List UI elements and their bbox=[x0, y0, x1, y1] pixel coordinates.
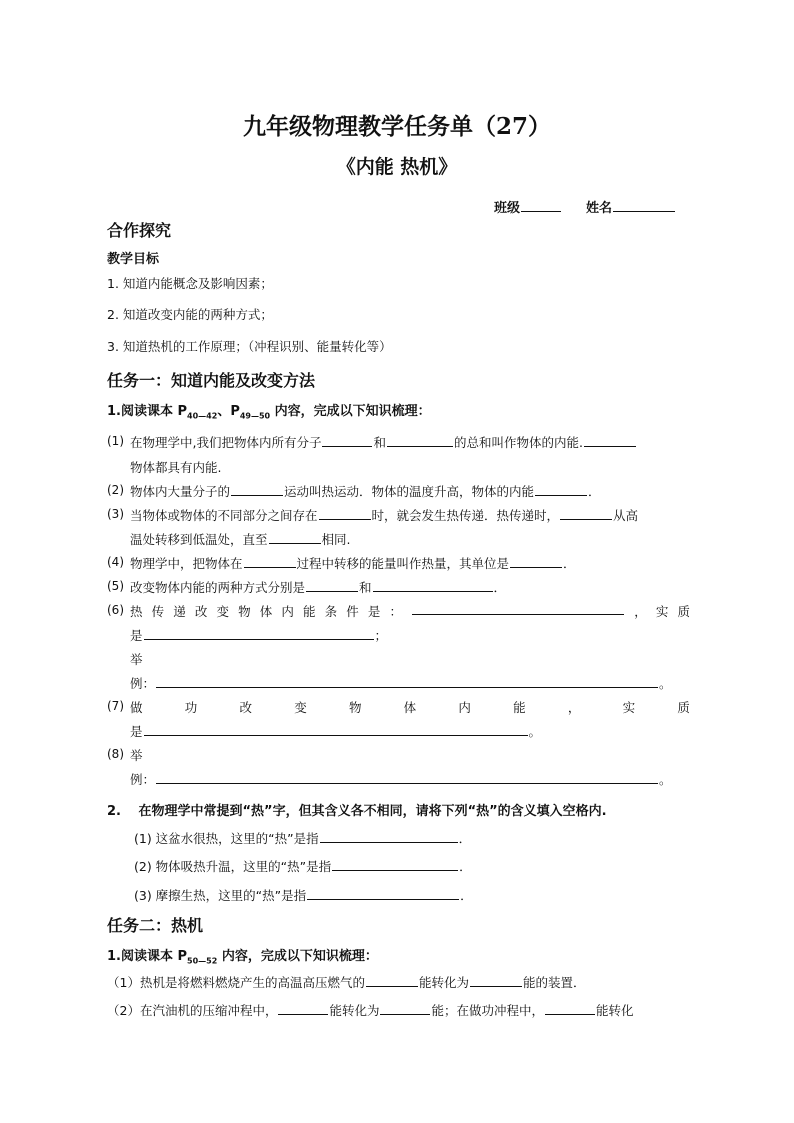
name-label: 姓名 bbox=[586, 201, 613, 216]
task1-reading-instruction: 1.阅读课本 $P_{40—42}$、$P_{49—50}$ 内容，完成以下知识梳理： bbox=[107, 404, 431, 421]
question-6-line-1: 热 传 递 改 变 物 体 内 能 条 件 是 ： ， 实 质 bbox=[130, 604, 690, 619]
question-number: (5) bbox=[107, 579, 124, 593]
answer-blank[interactable] bbox=[144, 723, 528, 736]
question-number: (2) bbox=[107, 483, 124, 497]
question-7-line-1: 做 功 改 变 物 体 内 能 ， 实 质 bbox=[130, 700, 690, 715]
name-blank[interactable] bbox=[613, 199, 675, 212]
task1-question-2-heading: 2. 在物理学中常提到“热”字，但其含义各不相同，请将下列“热”的含义填入空格内. bbox=[107, 804, 607, 819]
class-field[interactable] bbox=[494, 197, 562, 216]
answer-blank[interactable] bbox=[269, 531, 321, 544]
answer-blank[interactable] bbox=[510, 555, 562, 568]
objective-item: 1. 知道内能概念及影响因素； bbox=[107, 276, 273, 291]
task2-reading-instruction: 1.阅读课本 $P_{50—52}$ 内容，完成以下知识梳理： bbox=[107, 949, 378, 966]
class-label: 班级 bbox=[494, 201, 521, 216]
question-6-line-2: 是 ； bbox=[130, 628, 388, 643]
question-number: (3) bbox=[107, 507, 124, 521]
heat-meaning-item: (2) 物体吸热升温，这里的“热”是指 ． bbox=[134, 859, 472, 874]
example-line: 例： 。 bbox=[130, 676, 672, 691]
task1-heading: 任务一：知道内能及改变方法 bbox=[107, 371, 316, 390]
question-3-line-1: 当物体或物体的不同部分之间存在 时，就会发生热传递．热传递时， 从高 bbox=[130, 508, 639, 523]
question-4: 物理学中，把物体在 过程中转移的能量叫作热量，其单位是 ． bbox=[130, 556, 576, 571]
objectives-heading: 教学目标 bbox=[107, 252, 160, 267]
answer-blank[interactable] bbox=[144, 627, 374, 640]
answer-blank[interactable] bbox=[366, 974, 418, 987]
page-title: 九年级物理教学任务单（27） bbox=[242, 113, 551, 140]
question-1-line-1: 在物理学中,我们把物体内所有分子 和 的总和叫作物体的内能. bbox=[130, 433, 637, 451]
answer-blank[interactable] bbox=[231, 483, 283, 496]
question-5: 改变物体内能的两种方式分别是 和 ． bbox=[130, 580, 507, 595]
example-label: 举 bbox=[130, 652, 143, 667]
question-7-line-2: 是 。 bbox=[130, 724, 542, 739]
question-number: (4) bbox=[107, 555, 124, 569]
question-number: (6) bbox=[107, 603, 124, 617]
answer-blank[interactable] bbox=[535, 483, 587, 496]
task2-question-1: （1）热机是将燃料燃烧产生的高温高压燃气的 能转化为 能的装置． bbox=[107, 975, 586, 990]
heat-meaning-item: (1) 这盆水很热，这里的“热”是指 ． bbox=[134, 831, 472, 846]
question-number: (8) bbox=[107, 747, 124, 761]
answer-blank[interactable] bbox=[306, 579, 358, 592]
answer-blank[interactable] bbox=[278, 1002, 328, 1015]
answer-blank[interactable] bbox=[380, 1002, 430, 1015]
answer-blank[interactable] bbox=[244, 555, 296, 568]
answer-blank[interactable] bbox=[560, 507, 612, 520]
page-subtitle: 《内能 热机》 bbox=[336, 156, 458, 178]
heat-meaning-item: (3) 摩擦生热，这里的“热”是指 ． bbox=[134, 888, 473, 903]
answer-blank[interactable] bbox=[412, 602, 624, 615]
objective-item: 2. 知道改变内能的两种方式； bbox=[107, 307, 273, 322]
answer-blank[interactable] bbox=[156, 771, 658, 784]
question-1-line-2: 物体都具有内能. bbox=[130, 460, 222, 475]
task2-heading: 任务二：热机 bbox=[107, 916, 204, 935]
answer-blank[interactable] bbox=[156, 675, 658, 688]
objective-item: 3. 知道热机的工作原理；（冲程识别、能量转化等） bbox=[107, 339, 392, 354]
answer-blank[interactable] bbox=[470, 974, 522, 987]
answer-blank[interactable] bbox=[584, 434, 636, 447]
example-label: 举 bbox=[130, 748, 143, 763]
answer-blank[interactable] bbox=[322, 434, 372, 447]
answer-blank[interactable] bbox=[545, 1002, 595, 1015]
answer-blank[interactable] bbox=[373, 579, 493, 592]
question-number: (7) bbox=[107, 699, 124, 713]
answer-blank[interactable] bbox=[332, 858, 458, 871]
question-2: 物体内大量分子的 运动叫热运动．物体的温度升高，物体的内能 ． bbox=[130, 484, 601, 499]
answer-blank[interactable] bbox=[319, 507, 371, 520]
answer-blank[interactable] bbox=[307, 887, 459, 900]
answer-blank[interactable] bbox=[320, 830, 458, 843]
answer-blank[interactable] bbox=[387, 434, 453, 447]
question-3-line-2: 温处转移到低温处，直至 相同. bbox=[130, 532, 351, 547]
question-number: (1) bbox=[107, 434, 124, 448]
task2-question-2: （2）在汽油机的压缩冲程中， 能转化为 能；在做功冲程中， 能转化 bbox=[107, 1003, 634, 1018]
section-heading: 合作探究 bbox=[107, 221, 172, 240]
name-field[interactable] bbox=[586, 197, 676, 216]
class-blank[interactable] bbox=[521, 199, 561, 212]
example-line: 例： 。 bbox=[130, 772, 672, 787]
